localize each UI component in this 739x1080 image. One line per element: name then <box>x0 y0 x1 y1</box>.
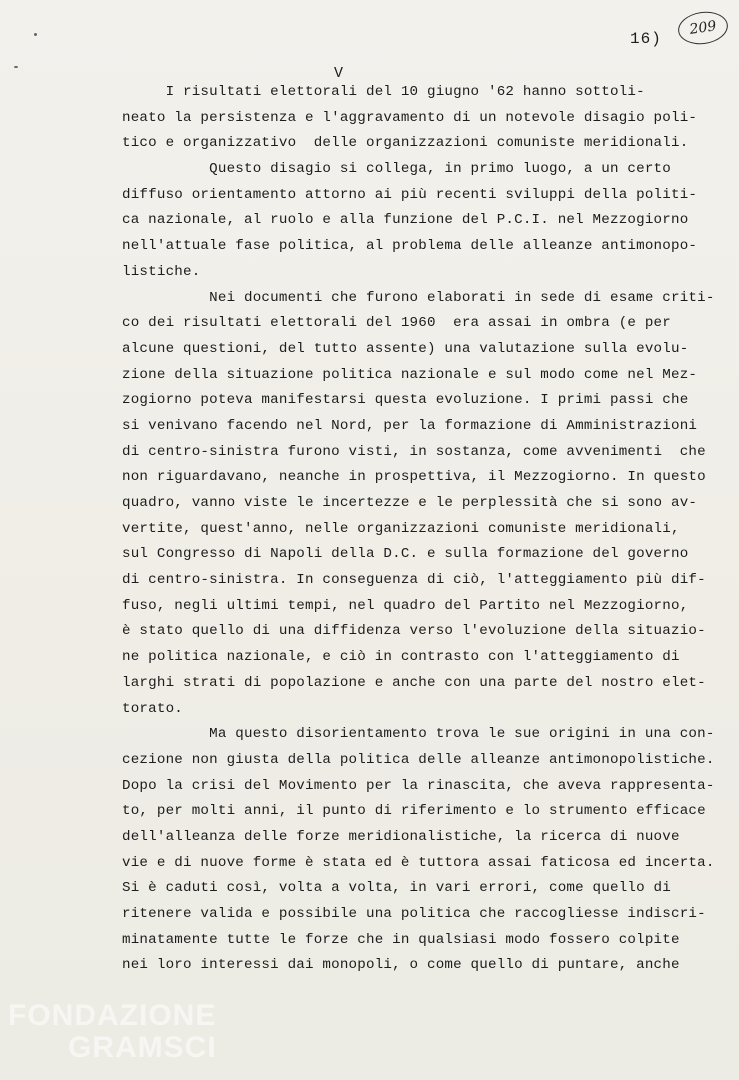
text-line: tico e organizzativo delle organizzazioni comuniste meridionali. <box>122 135 689 152</box>
text-line: non riguardavano, neanche in prospettiva, il Mezzogiorno. In questo <box>122 469 706 486</box>
text-line: nell'attuale fase politica, al problema delle alleanze antimonopo- <box>122 238 698 255</box>
text-line: ne politica nazionale, e ciò in contrasto con l'atteggiamento di <box>122 649 680 666</box>
speck <box>34 33 37 36</box>
text-line: zione della situazione politica nazionale e sul modo come nel Mez- <box>122 366 698 383</box>
watermark-line: GRAMSCI <box>68 1031 217 1064</box>
text-line: si venivano facendo nel Nord, per la formazione di Amministrazioni <box>122 417 698 434</box>
text-line: Questo disagio si collega, in primo luogo, a un certo <box>122 161 671 178</box>
text-line: di centro-sinistra. In conseguenza di ciò, l'atteggiamento più dif- <box>122 572 706 589</box>
typewritten-body <box>122 80 715 979</box>
text-line: zogiorno poteva manifestarsi questa evoluzione. I primi passi che <box>122 392 689 409</box>
text-line: Si è caduti così, volta a volta, in vari errori, come quello di <box>122 880 671 897</box>
text-line: cezione non giusta della politica delle alleanze antimonopolistiche. <box>122 751 715 768</box>
text-line: torato. <box>122 700 183 717</box>
text-line: co dei risultati elettorali del 1960 era assai in ombra (e per <box>122 315 671 332</box>
text-line: Ma questo disorientamento trova le sue origini in una con- <box>122 726 715 743</box>
text-line: I risultati elettorali del 10 giugno '62 hanno sottoli- <box>122 84 645 100</box>
text-line: neato la persistenza e l'aggravamento di un notevole disagio poli- <box>122 109 698 126</box>
text-line: larghi strati di popolazione e anche con una parte del nostro elet- <box>122 674 706 691</box>
page-number: 16) <box>630 30 662 48</box>
section-numeral: V <box>334 65 344 82</box>
text-line: to, per molti anni, il punto di riferimento e lo strumento efficace <box>122 803 706 820</box>
text-line: di centro-sinistra furono visti, in sostanza, come avvenimenti che <box>122 443 706 460</box>
text-line: Nei documenti che furono elaborati in sede di esame criti- <box>122 289 715 306</box>
text-line: ritenere valida e possibile una politica che raccogliesse indiscri- <box>122 906 706 922</box>
text-line: sul Congresso di Napoli della D.C. e sulla formazione del governo <box>122 546 689 563</box>
text-line: alcune questioni, del tutto assente) una valutazione sulla evolu- <box>122 340 689 357</box>
text-line: vie e di nuove forme è stata ed è tuttora assai faticosa ed incerta. <box>122 854 715 871</box>
archive-number-handwritten: 209 <box>676 9 730 48</box>
text-line: minatamente tutte le forze che in qualsiasi modo fossero colpite <box>122 931 680 948</box>
text-line: diffuso orientamento attorno ai più recenti sviluppi della politi- <box>122 186 698 203</box>
text-line: ca nazionale, al ruolo e alla funzione del P.C.I. nel Mezzogiorno <box>122 212 689 229</box>
text-line: nei loro interessi dai monopoli, o come quello di puntare, anche <box>122 957 680 974</box>
watermark-line: FONDAZIONE <box>8 999 217 1032</box>
text-line: dell'alleanza delle forze meridionalistiche, la ricerca di nuove <box>122 828 680 845</box>
text-line: quadro, vanno viste le incertezze e le perplessità che si sono av- <box>122 495 698 511</box>
text-line: è stato quello di una diffidenza verso l'evoluzione della situazio- <box>122 623 706 640</box>
text-line: listiche. <box>122 263 201 280</box>
archive-watermark <box>8 1000 217 1064</box>
text-line: vertite, quest'anno, nelle organizzazioni comuniste meridionali, <box>122 520 680 537</box>
text-line: Dopo la crisi del Movimento per la rinascita, che aveva rappresenta- <box>122 777 715 794</box>
text-line: fuso, negli ultimi tempi, nel quadro del Partito nel Mezzogiorno, <box>122 597 689 614</box>
speck <box>14 66 18 68</box>
